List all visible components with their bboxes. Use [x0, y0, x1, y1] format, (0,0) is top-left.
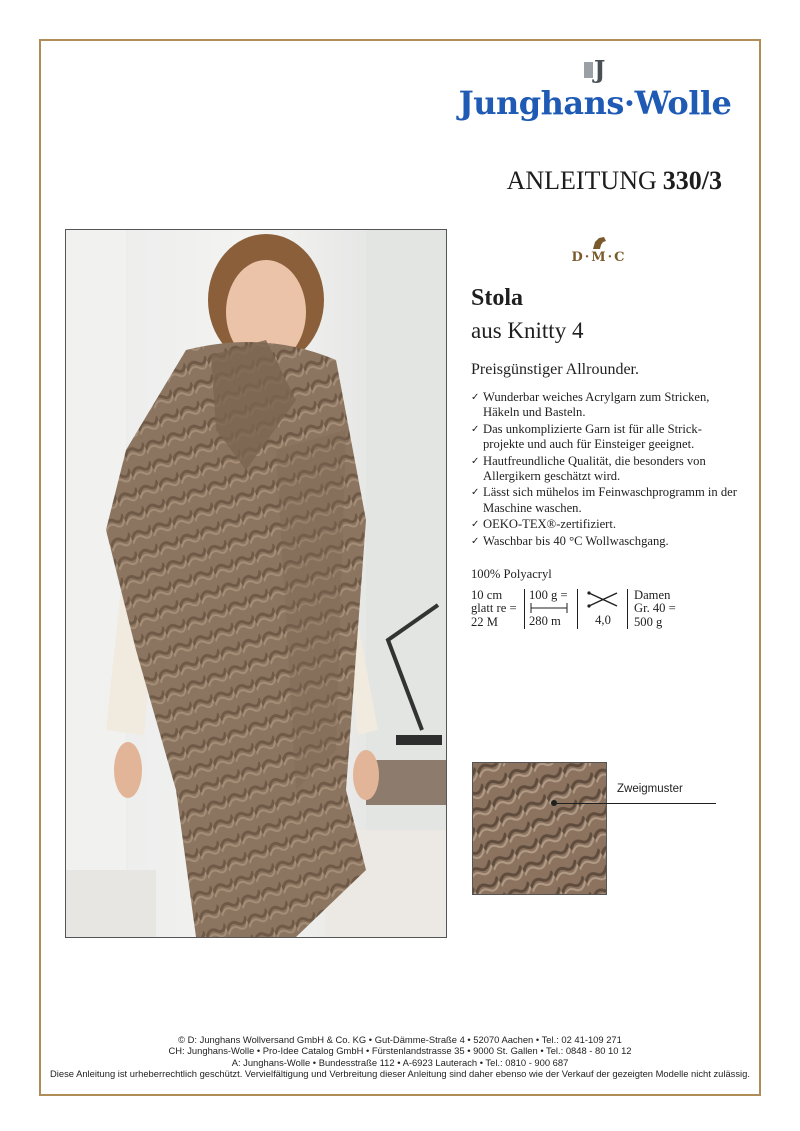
swatch-label: Zweigmuster — [617, 783, 683, 795]
gauge-line: glatt re = — [471, 601, 517, 616]
spec-divider — [577, 589, 578, 629]
product-tagline: Preisgünstiger Allrounder. — [471, 361, 639, 378]
yarn-specs — [471, 589, 721, 631]
instruction-label: ANLEITUNG — [506, 166, 657, 195]
size-line: 500 g — [634, 614, 663, 629]
footer-line: A: Junghans-Wolle • Bundesstraße 112 • A-6923 Lauterach • Tel.: 0810 - 900 687 — [231, 1056, 569, 1068]
feature-item: ✓ OEKO-TEX®-zertifiziert. — [471, 517, 741, 532]
size-line: Gr. 40 = — [634, 601, 676, 616]
gauge-spec — [471, 589, 517, 629]
size-line: Damen — [634, 588, 671, 602]
footer — [45, 1034, 755, 1080]
feature-item: ✓ Das unkomplizierte Garn ist für alle Strick-projekte und auch für Einsteiger geeignet. — [471, 422, 741, 453]
weight-line: 100 g = — [529, 588, 568, 602]
weight-line: 280 m — [529, 614, 561, 629]
horse-head-icon — [590, 236, 608, 250]
feature-item: ✓ Wunderbar weiches Acrylgarn zum Stricken, Häkeln und Basteln. — [471, 390, 741, 421]
feature-item: ✓ Waschbar bis 40 °C Wollwaschgang. — [471, 534, 741, 549]
needle-spec — [585, 589, 621, 628]
spec-divider — [627, 589, 628, 629]
swatch-pointer-line — [556, 803, 716, 804]
dmc-logo — [564, 236, 634, 268]
instruction-number: 330/3 — [662, 166, 722, 195]
instruction-heading — [507, 166, 722, 196]
junghans-logo-text: Junghans·Wolle — [458, 84, 732, 122]
gauge-line: 22 M — [471, 614, 498, 629]
weight-spec — [529, 589, 569, 629]
junghans-logo — [452, 54, 738, 126]
footer-line: Diese Anleitung ist urheberrechtlich geschützt. Vervielfältigung und Verbreitung dieser Anleitung sind daher ebenso wie der Verkauf der gezeigten Modelle nicht zulässig. — [50, 1068, 750, 1080]
product-subtitle: aus Knitty 4 — [471, 318, 584, 343]
stitch-swatch-photo — [472, 762, 607, 895]
product-title: Stola — [471, 285, 524, 311]
feature-list — [471, 390, 741, 550]
gauge-line: 10 cm — [471, 588, 503, 602]
model-photo — [65, 229, 447, 938]
size-spec — [634, 589, 676, 629]
dmc-logo-text: D·M·C — [571, 250, 627, 265]
feature-item: ✓ Lässt sich mühelos im Feinwaschprogramm in der Maschine waschen. — [471, 485, 741, 516]
needle-size: 4,0 — [595, 613, 611, 628]
feature-item: ✓ Hautfreundliche Qualität, die besonders von Allergikern geschätzt wird. — [471, 454, 741, 485]
spec-divider — [524, 589, 525, 629]
model-illustration — [66, 230, 446, 937]
material-composition: 100% Polyacryl — [471, 567, 552, 581]
svg-text:J: J — [594, 55, 606, 84]
needles-icon — [586, 589, 620, 611]
junghans-j-mark — [582, 54, 612, 84]
footer-line: © D: Junghans Wollversand GmbH & Co. KG • Gut-Dämme-Straße 4 • 52070 Aachen • Tel.: 02 41-109 271 — [178, 1034, 622, 1045]
length-arrow-icon — [529, 602, 569, 614]
stitch-swatch-image — [473, 763, 606, 894]
footer-line: CH: Junghans-Wolle • Pro-Idee Catalog GmbH • Fürstenlandstrasse 35 • 9000 St. Gallen • Tel.: 0848 - 80 10 12 — [168, 1045, 632, 1057]
